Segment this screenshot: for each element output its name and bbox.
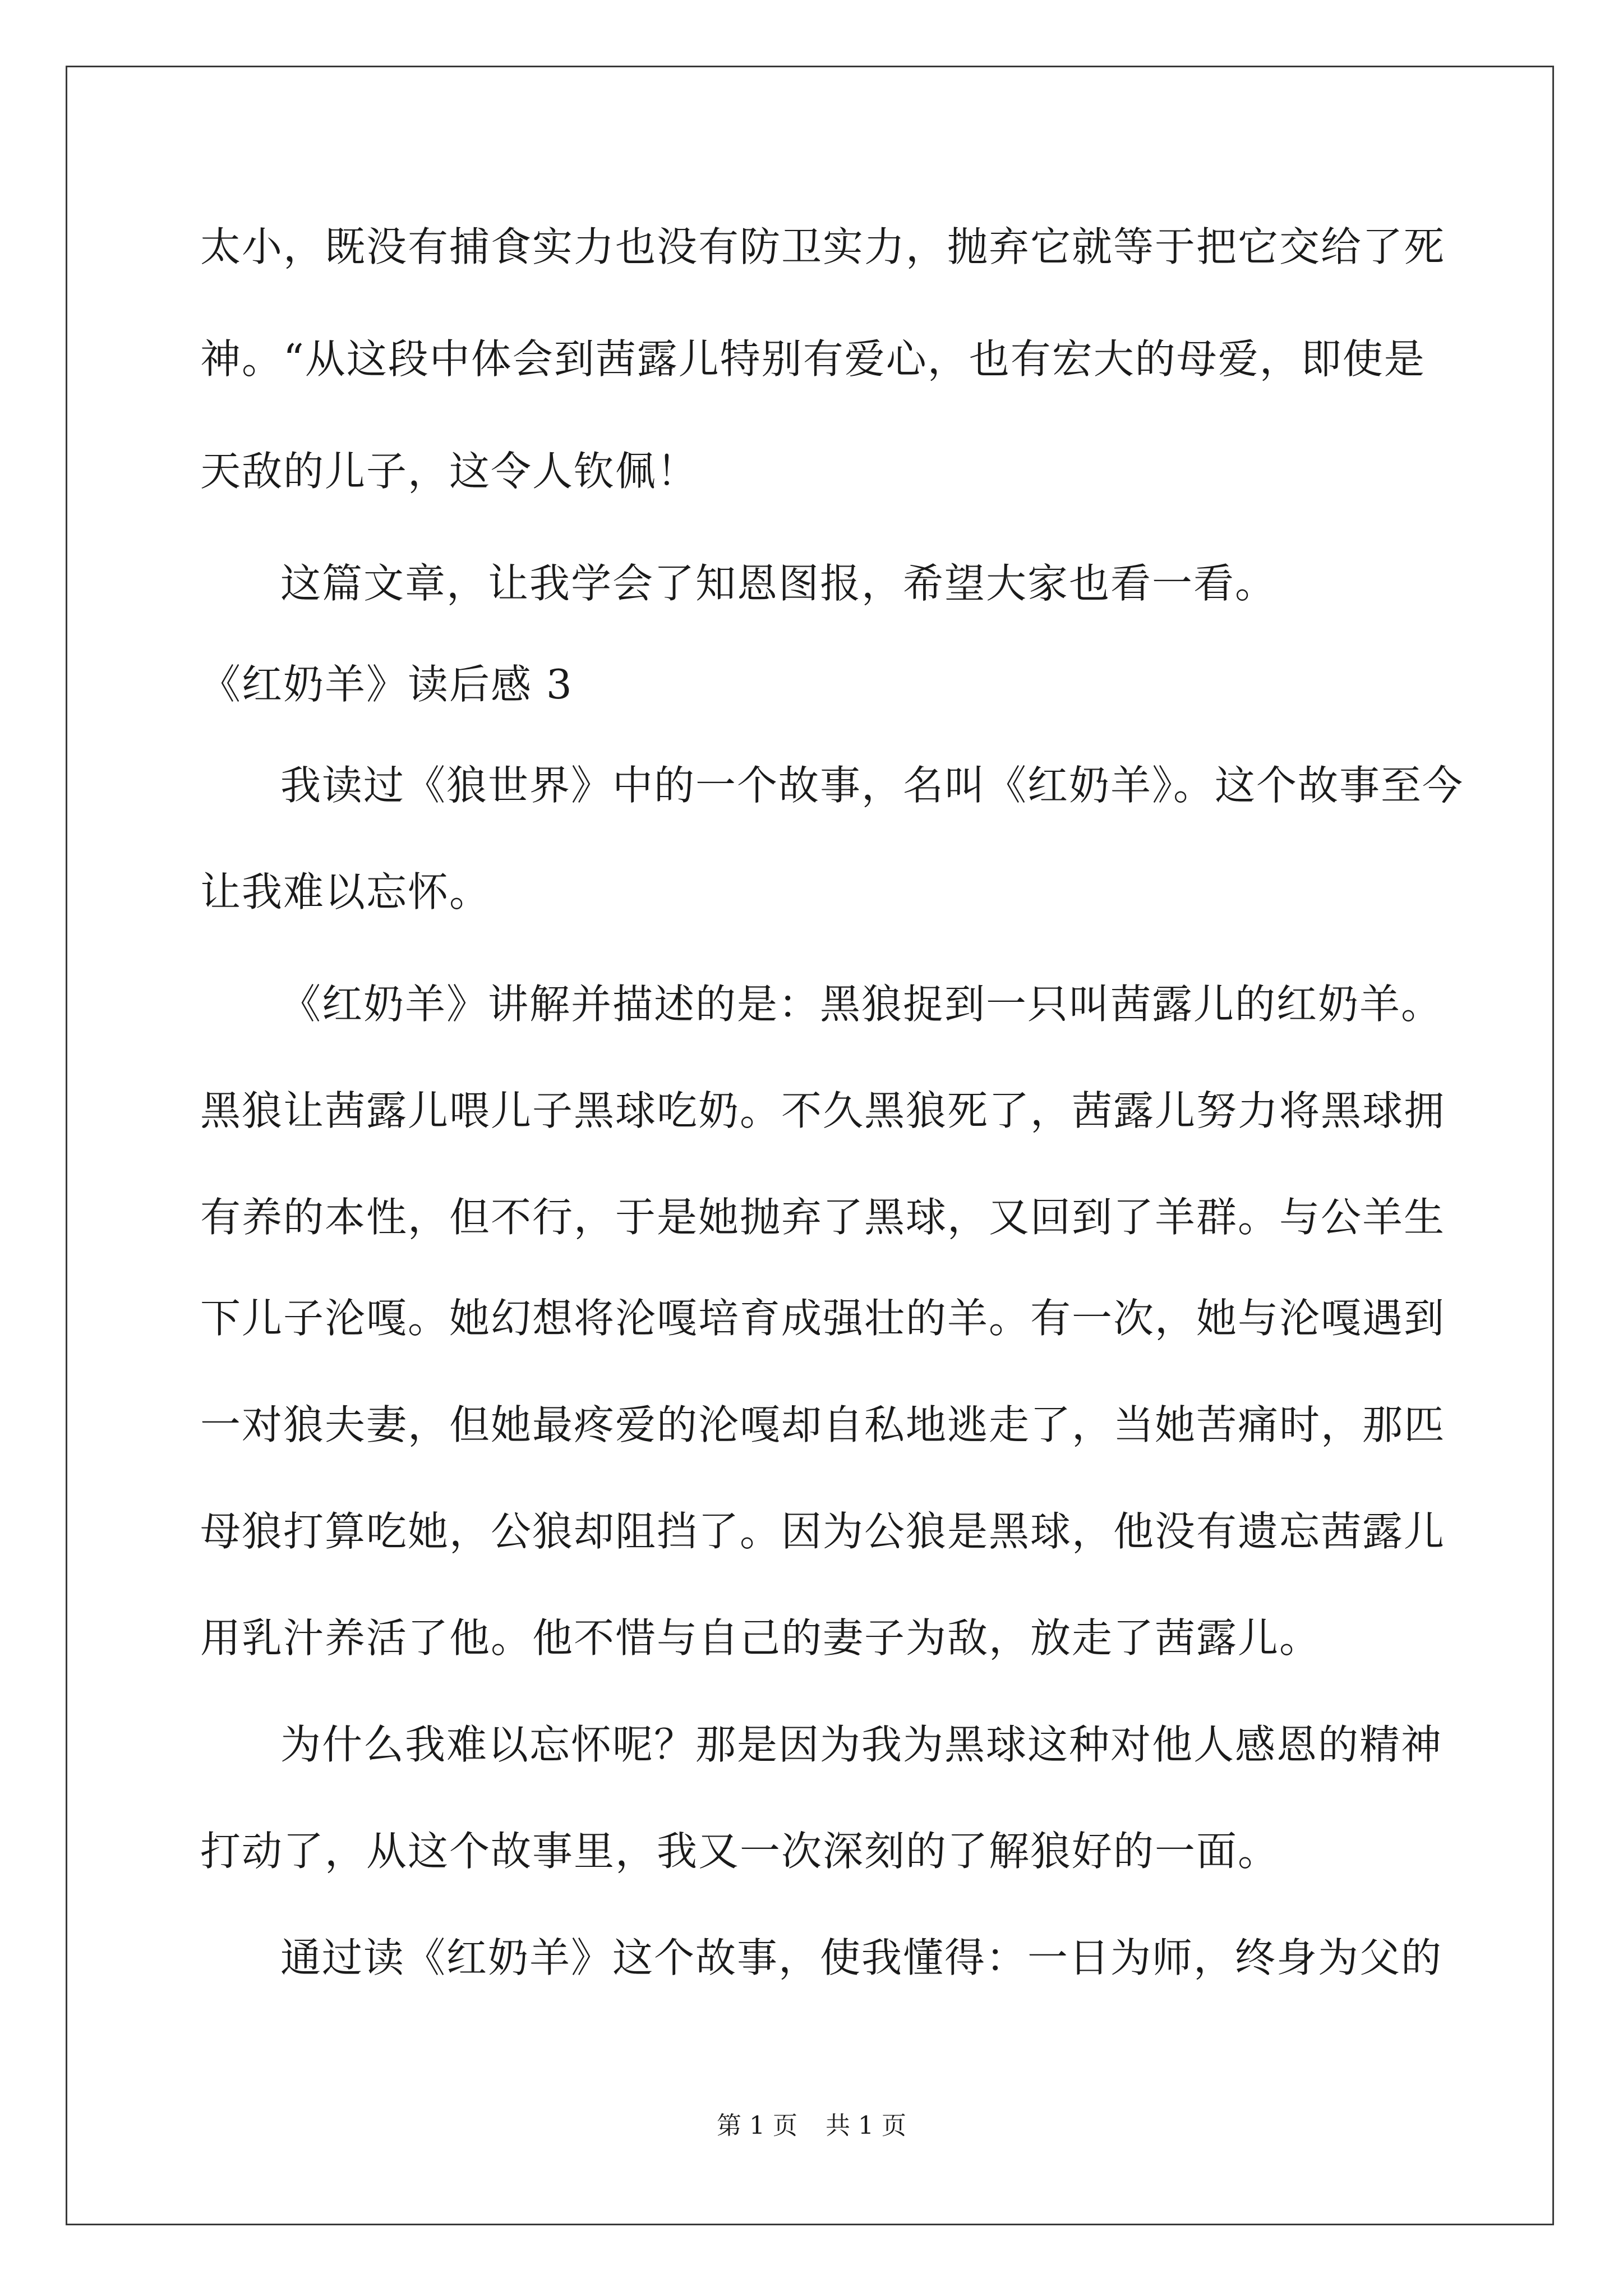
text-line-16: 打动了，从这个故事里，我又一次深刻的了解狼好的一面。	[200, 1828, 1280, 1875]
text-line-17: 通过读《红奶羊》这个故事，使我懂得：一日为师，终身为父的	[280, 1934, 1443, 1981]
text-line-1: 太小，既没有捕食实力也没有防卫实力，抛弃它就等于把它交给了死	[200, 223, 1446, 270]
text-line-2: 神。“从这段中体会到茜露儿特别有爱心，也有宏大的母爱，即使是	[200, 335, 1426, 383]
text-line-14: 用乳汁养活了他。他不惜与自己的妻子为敌，放走了茜露儿。	[200, 1614, 1321, 1662]
page-footer	[0, 2109, 1623, 2143]
text-line-4: 这篇文章，让我学会了知恩图报，希望大家也看一看。	[280, 560, 1277, 607]
text-line-10: 有养的本性，但不行，于是她抛弃了黑球，又回到了羊群。与公羊生	[200, 1194, 1446, 1241]
text-line-12: 一对狼夫妻，但她最疼爱的沦嘎却自私地逃走了，当她苦痛时，那匹	[200, 1401, 1446, 1448]
text-line-8: 《红奶羊》讲解并描述的是：黑狼捉到一只叫茜露儿的红奶羊。	[280, 981, 1443, 1028]
text-line-3: 天敌的儿子，这令人钦佩！	[200, 448, 699, 495]
page-border	[66, 66, 1554, 2225]
text-line-9: 黑狼让茜露儿喂儿子黑球吃奶。不久黑狼死了，茜露儿努力将黑球拥	[200, 1087, 1446, 1134]
section-heading: 《红奶羊》读后感 3	[200, 661, 573, 708]
text-line-11: 下儿子沦嘎。她幻想将沦嘎培育成强壮的羊。有一次，她与沦嘎遇到	[200, 1295, 1446, 1342]
text-line-6: 我读过《狼世界》中的一个故事，名叫《红奶羊》。这个故事至今	[280, 762, 1464, 809]
text-line-13: 母狼打算吃她，公狼却阻挡了。因为公狼是黑球，他没有遗忘茜露儿	[200, 1508, 1446, 1555]
text-line-7: 让我难以忘怀。	[200, 868, 491, 915]
page-number-current: 第 1 页	[717, 2111, 797, 2140]
text-line-15: 为什么我难以忘怀呢？那是因为我为黑球这种对他人感恩的精神	[280, 1721, 1443, 1768]
page-number-total: 共 1 页	[826, 2111, 906, 2140]
